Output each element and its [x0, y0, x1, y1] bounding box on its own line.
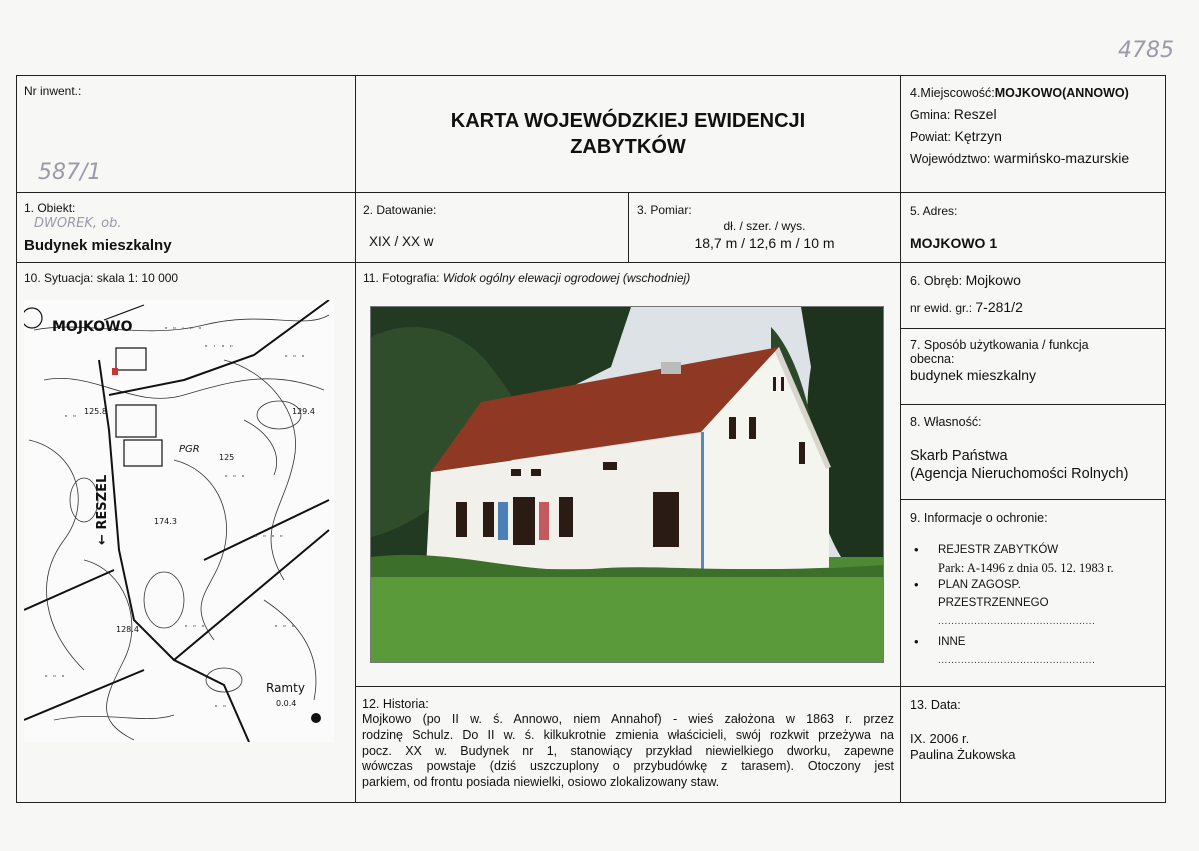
- sposob-block: [910, 338, 1089, 382]
- ochrona-dots-1: ................................................: [938, 616, 1096, 627]
- title-line-2: ZABYTKÓW: [570, 136, 686, 158]
- nr-inwent-handwritten: 587/1: [38, 160, 102, 185]
- map-elev-5: 128.4: [116, 625, 139, 634]
- svg-text:" " " ": " " " ": [254, 534, 284, 542]
- sposob-value: budynek mieszkalny: [910, 367, 1037, 383]
- wlasnosc-values: [910, 447, 1128, 483]
- ochrona-item-rejestr: • REJESTR ZABYTKÓW: [910, 542, 1160, 558]
- historia-text: [362, 712, 894, 791]
- sposob-label-1: 7. Sposób użytkowania / funkcja: [910, 338, 1089, 352]
- fotografia-label-row: [363, 271, 690, 285]
- svg-text:" ": " ": [214, 704, 227, 712]
- card-title: [356, 108, 900, 160]
- svg-text:" " ": " " ": [44, 674, 66, 682]
- obreb-value: Mojkowo: [965, 272, 1021, 288]
- ewid-row: [910, 299, 1023, 315]
- data-label: 13. Data:: [910, 698, 961, 712]
- ochrona-item-rejestr-note: Park: A-1496 z dnia 05. 12. 1983 r.: [938, 561, 1114, 575]
- wlasnosc-value-1: Skarb Państwa: [910, 448, 1008, 464]
- powiat-value: Kętrzyn: [954, 128, 1002, 144]
- adres-value: MOJKOWO 1: [910, 235, 998, 251]
- map-drawing: [24, 300, 334, 742]
- obreb-label: 6. Obręb:: [910, 274, 963, 288]
- datowanie-value: XIX / XX w: [369, 234, 434, 249]
- map-elev-4: 174.3: [154, 517, 177, 526]
- pomiar-label: 3. Pomiar:: [637, 203, 692, 217]
- obiekt-value: Budynek mieszkalny: [24, 237, 172, 254]
- historia-line: Mojkowo (po II w. ś. Annowo, niem Annahof) - wieś założona w 1863 r. przez: [362, 712, 894, 726]
- map-label-pgr: PGR: [179, 444, 200, 455]
- fotografia-label: 11. Fotografia:: [363, 271, 440, 285]
- miejscowosc-value: MOJKOWO(ANNOWO): [994, 86, 1129, 100]
- gmina-value: Reszel: [953, 106, 997, 122]
- title-line-1: KARTA WOJEWÓDZKIEJ EWIDENCJI: [450, 110, 806, 132]
- historia-label: 12. Historia:: [362, 697, 429, 711]
- historia-line: pocz. XX w. Budynek nr 1, stanowiący przykład niewielkiego dworku, zapewne: [362, 743, 894, 758]
- ochrona-dots-2: ................................................: [938, 655, 1096, 666]
- map-label-ramty: Ramty: [266, 681, 305, 695]
- map-label-ramty-sub: 0.0.4: [276, 699, 297, 708]
- wojewodztwo-value: warmińsko-mazurskie: [993, 150, 1130, 166]
- historia-line: parkiem, od frontu posiada niewielki, osiowo zlokalizowany staw.: [362, 775, 720, 790]
- sytuacja-label: 10. Sytuacja: skala 1: 10 000: [24, 271, 179, 285]
- wlasnosc-value-2: (Agencja Nieruchomości Rolnych): [910, 466, 1129, 482]
- svg-text:" " ": " " ": [224, 474, 246, 482]
- svg-text:" ' " ": " ' " ": [204, 344, 234, 352]
- gmina-label: Gmina:: [910, 108, 951, 122]
- photo-manor-house: [370, 306, 884, 663]
- data-value-author: Paulina Żukowska: [910, 747, 1016, 762]
- pomiar-sub: dł. / szer. / wys.: [723, 219, 806, 233]
- map-label-village: MOJKOWO: [52, 319, 133, 335]
- map-elev-3: 125: [219, 453, 235, 462]
- situation-map: [24, 300, 334, 742]
- wlasnosc-label: 8. Własność:: [910, 415, 982, 429]
- fotografia-caption: Widok ogólny elewacji ogrodowej (wschodniej): [442, 271, 691, 285]
- map-elev-1: 125.8: [84, 407, 107, 416]
- obiekt-handwritten: DWOREK, ob.: [34, 216, 122, 231]
- ochrona-item-plan-2: PRZESTRZENNEGO: [938, 597, 1049, 609]
- miejscowosc-label: 4.Miejscowość:: [910, 86, 995, 100]
- nr-inwent-label: Nr inwent.:: [24, 84, 82, 98]
- svg-text:" " ": " " ": [284, 354, 306, 362]
- obiekt-label: 1. Obiekt:: [24, 201, 76, 215]
- stamp-number: 4785: [1118, 38, 1174, 63]
- wojewodztwo-label: Województwo:: [910, 152, 991, 166]
- data-values: [910, 731, 1016, 763]
- ewid-label: nr ewid. gr.:: [910, 301, 973, 315]
- ochrona-item-inne: • INNE: [910, 634, 1160, 650]
- historia-line: wówczas powstaje (dziś uszczuplony o przybudówkę z tarasem). Otoczony jest: [362, 759, 894, 774]
- svg-text:" " ": " " ": [274, 624, 296, 632]
- pomiar-value: 18,7 m / 12,6 m / 10 m: [694, 235, 835, 251]
- adres-label: 5. Adres:: [910, 204, 958, 218]
- map-elev-2: 129.4: [292, 407, 315, 416]
- svg-text:" " ' " ": " " ' " ": [164, 326, 202, 334]
- location-block: [910, 86, 1160, 166]
- svg-text:" " ": " " ": [184, 624, 206, 632]
- ochrona-label: 9. Informacje o ochronie:: [910, 511, 1048, 525]
- historia-line: rodzinę Schulz. Do II w. ś. kilkukrotnie zmienia właścicieli, swój rozkwit przeżywa na: [362, 727, 894, 742]
- obreb-row: [910, 272, 1021, 288]
- ochrona-item-plan: • PLAN ZAGOSP.: [910, 577, 1160, 593]
- photo-drawing: [371, 307, 884, 663]
- datowanie-label: 2. Datowanie:: [363, 203, 437, 217]
- powiat-label: Powiat:: [910, 130, 951, 144]
- ochrona-list: [910, 542, 1160, 669]
- data-value-date: IX. 2006 r.: [910, 731, 970, 746]
- ewid-value: 7-281/2: [975, 299, 1023, 315]
- sposob-label-2: obecna:: [910, 352, 955, 366]
- map-label-road: ← RESZEL: [95, 474, 110, 545]
- svg-text:" ": " ": [64, 414, 77, 422]
